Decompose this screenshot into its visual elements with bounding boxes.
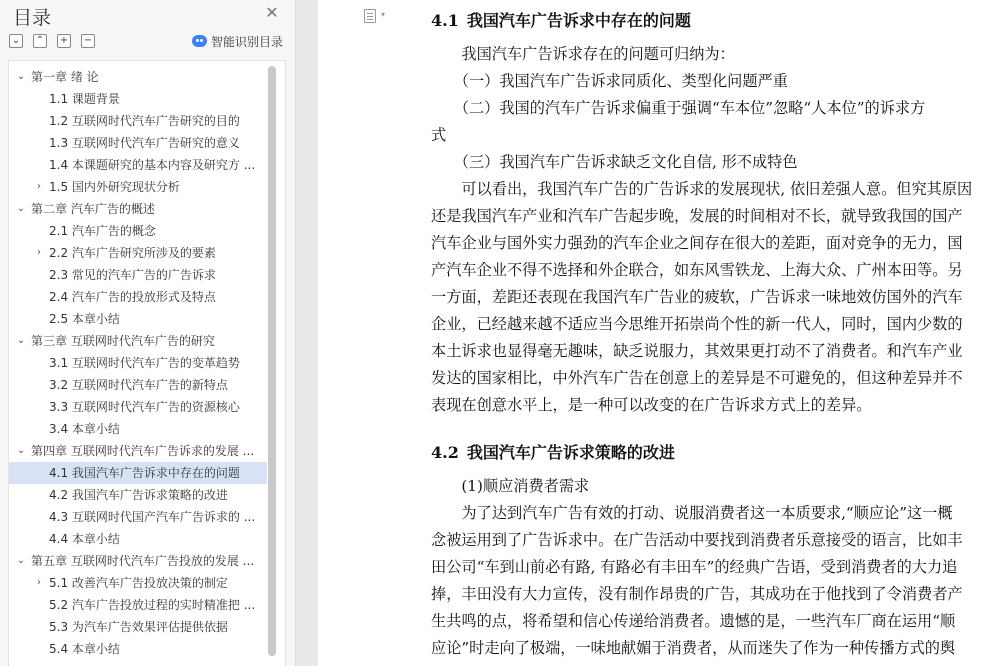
toc-item-label: 4.3 互联网时代国产汽车广告诉求的 ...	[49, 510, 256, 524]
toc-item-label: 1.4 本课题研究的基本内容及研究方 ...	[49, 158, 256, 172]
close-icon[interactable]: ✕	[265, 3, 279, 22]
paragraph-line: (1)顺应消费者需求	[431, 477, 590, 495]
collapse-all-icon[interactable]: ⌄	[9, 34, 23, 48]
toc-section-item[interactable]	[9, 462, 267, 484]
paragraph-line: （三）我国汽车广告诉求缺乏文化自信, 形不成特色	[431, 153, 798, 171]
toc-item-label: 2.2 汽车广告研究所涉及的要素	[49, 246, 216, 260]
toc-item-label: 1.1 课题背景	[49, 92, 120, 106]
heading-text: 我国汽车广告诉求策略的改进	[466, 443, 675, 462]
section-heading-4-2	[431, 440, 1001, 463]
toc-chapter-item[interactable]	[9, 330, 267, 352]
toc-chapter-item[interactable]	[9, 550, 267, 572]
toc-item-label: 3.3 互联网时代汽车广告的资源核心	[49, 400, 240, 414]
paragraph-line: 发达的国家相比，中外汽车广告在创意上的差异是不可避免的，但这种差异并不	[431, 369, 963, 387]
paragraph-line: 田公司“车到山前必有路, 有路必有丰田车”的经典广告语，受到消费者的大力追	[431, 558, 958, 576]
toc-section-item[interactable]	[9, 176, 267, 198]
toc-item-label: 2.4 汽车广告的投放形式及特点	[49, 290, 216, 304]
toc-item-label: 4.4 本章小结	[49, 532, 120, 546]
toc-section-item[interactable]	[9, 264, 267, 286]
paragraph-line: 生共鸣的点，将希望和信心传递给消费者。遗憾的是，一些汽车厂商在运用“顺	[431, 612, 956, 630]
expand-up-icon[interactable]: ⌃	[33, 34, 47, 48]
toc-section-item[interactable]	[9, 286, 267, 308]
toc-section-item[interactable]	[9, 418, 267, 440]
toc-section-item[interactable]	[9, 242, 267, 264]
toc-item-label: 3.4 本章小结	[49, 422, 120, 436]
toc-item-label: 5.3 为汽车广告效果评估提供依据	[49, 620, 228, 634]
paragraph-line: （一）我国汽车广告诉求同质化、类型化问题严重	[431, 72, 788, 90]
paragraph-line: 为了达到汽车广告有效的打动、说服消费者这一本质要求,“顺应论”这一概	[431, 504, 953, 522]
toc-chapter-item[interactable]	[9, 440, 267, 462]
add-heading-icon[interactable]: +	[57, 34, 71, 48]
chevron-down-icon[interactable]: ▾	[381, 10, 386, 19]
chevron-down-icon[interactable]: ⌄	[16, 203, 26, 214]
toc-section-item[interactable]	[9, 110, 267, 132]
chevron-down-icon[interactable]: ⌄	[16, 555, 26, 566]
toc-section-item[interactable]	[9, 220, 267, 242]
paragraph-line: 企业，已经越来越不适应当今思维开拓崇尚个性的新一代人，同时，国内少数的	[431, 315, 963, 333]
toc-item-label: 第五章 互联网时代汽车广告投放的发展 ...	[31, 554, 255, 568]
toc-scrollbar[interactable]	[268, 66, 276, 656]
ai-robot-icon	[192, 35, 207, 47]
paragraph-line: 汽车企业与国外实力强劲的汽车企业之间存在很大的差距，面对竞争的无力，国	[431, 234, 963, 252]
sidebar-title: 目录	[13, 7, 52, 29]
toc-item-label: 4.2 我国汽车广告诉求策略的改进	[49, 488, 228, 502]
paragraph-line: 式	[431, 126, 447, 144]
document-icon[interactable]	[364, 9, 376, 23]
toc-item-label: 第四章 互联网时代汽车广告诉求的发展 ...	[31, 444, 255, 458]
toc-chapter-item[interactable]	[9, 198, 267, 220]
toc-item-label: 4.1 我国汽车广告诉求中存在的问题	[49, 466, 240, 480]
toc-item-label: 5.1 改善汽车广告投放决策的制定	[49, 576, 228, 590]
toc-section-item[interactable]	[9, 154, 267, 176]
chevron-right-icon[interactable]: ›	[37, 577, 41, 588]
heading-number: 4.1	[431, 11, 459, 30]
toc-section-item[interactable]	[9, 308, 267, 330]
toc-section-item[interactable]	[9, 616, 267, 638]
toc-section-item[interactable]	[9, 352, 267, 374]
toc-sidebar	[0, 0, 296, 666]
toc-item-label: 3.2 互联网时代汽车广告的新特点	[49, 378, 228, 392]
toc-section-item[interactable]	[9, 132, 267, 154]
toc-item-label: 3.1 互联网时代汽车广告的变革趋势	[49, 356, 240, 370]
toc-item-label: 第二章 汽车广告的概述	[31, 202, 155, 216]
toc-chapter-item[interactable]	[9, 66, 267, 88]
chevron-down-icon[interactable]: ⌄	[16, 71, 26, 82]
smart-toc-button[interactable]	[192, 33, 283, 49]
toc-list	[8, 60, 286, 666]
paragraph-line: （二）我国的汽车广告诉求偏重于强调“车本位”忽略“人本位”的诉求方	[431, 99, 926, 117]
toc-section-item[interactable]	[9, 374, 267, 396]
paragraph-line: 产汽车企业不得不选择和外企联合，如东风雪铁龙、上海大众、广州本田等。另	[431, 261, 963, 279]
paragraph-line: 念被运用到了广告诉求中。在广告活动中要找到消费者乐意接受的语言，比如丰	[431, 531, 963, 549]
toc-item-label: 1.5 国内外研究现状分析	[49, 180, 180, 194]
toc-item-label: 2.1 汽车广告的概念	[49, 224, 156, 238]
heading-text: 我国汽车广告诉求中存在的问题	[466, 11, 691, 30]
toc-item-label: 2.5 本章小结	[49, 312, 120, 326]
toc-section-item[interactable]	[9, 396, 267, 418]
paragraph-line: 捧，丰田没有大力宣传，没有制作昂贵的广告，其成功在于他找到了令消费者产	[431, 585, 963, 603]
chevron-down-icon[interactable]: ⌄	[16, 445, 26, 456]
toc-item-label: 5.4 本章小结	[49, 642, 120, 656]
smart-toc-label: 智能识别目录	[211, 34, 284, 49]
toc-section-item[interactable]	[9, 484, 267, 506]
toc-section-item[interactable]	[9, 594, 267, 616]
toc-item-label: 第一章 绪 论	[31, 70, 99, 84]
section-heading-4-1	[431, 8, 1001, 31]
toc-section-item[interactable]	[9, 506, 267, 528]
toc-section-item[interactable]	[9, 528, 267, 550]
chevron-down-icon[interactable]: ⌄	[16, 335, 26, 346]
toc-item-label: 第三章 互联网时代汽车广告的研究	[31, 334, 215, 348]
paragraph-line: 一方面，差距还表现在我国汽车广告业的疲软，广告诉求一味地效仿国外的汽车	[431, 288, 963, 306]
chevron-right-icon[interactable]: ›	[37, 181, 41, 192]
toc-item-label: 1.3 互联网时代汽车广告研究的意义	[49, 136, 240, 150]
toc-section-item[interactable]	[9, 88, 267, 110]
remove-heading-icon[interactable]: −	[81, 34, 95, 48]
paragraph-line: 应论”时走向了极端，一味地献媚于消费者，从而迷失了作为一种传播方式的舆	[431, 639, 956, 657]
paragraph-line: 本土诉求也显得毫无趣味，缺乏说服力，其效果更打动不了消费者。和汽车产业	[431, 342, 963, 360]
toc-item-label: 5.2 汽车广告投放过程的实时精准把 ...	[49, 598, 256, 612]
heading-number: 4.2	[431, 443, 459, 462]
paragraph-line: 可以看出，我国汽车广告的广告诉求的发展现状, 依旧差强人意。但究其原因	[431, 180, 973, 198]
chevron-right-icon[interactable]: ›	[37, 247, 41, 258]
paragraph-line: 表现在创意水平上，是一种可以改变的在广告诉求方式上的差异。	[431, 396, 872, 414]
paragraph-line: 还是我国汽车产业和汽车广告起步晚，发展的时间相对不长，就导致我国的国产	[431, 207, 963, 225]
toc-section-item[interactable]	[9, 572, 267, 594]
toc-item-label: 2.3 常见的汽车广告的广告诉求	[49, 268, 216, 282]
paragraph-line: 我国汽车广告诉求存在的问题可归纳为：	[431, 45, 735, 63]
toc-item-label: 1.2 互联网时代汽车广告研究的目的	[49, 114, 240, 128]
toc-section-item[interactable]	[9, 638, 267, 660]
